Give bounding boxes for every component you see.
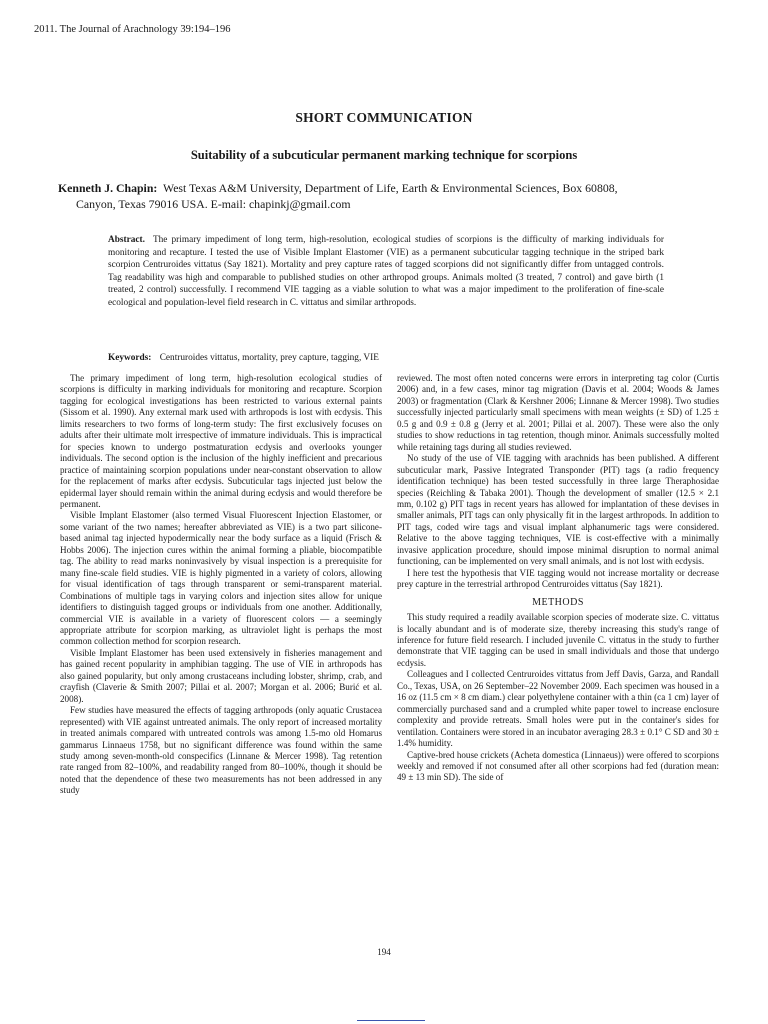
paragraph: No study of the use of VIE tagging with arachnids has been published. A different subcuticular mark, Passive Integrated Transponder (PIT) tags (a radio frequency identification technique) has been tested successfully in three large Theraphosidae species (Reichling & Tabaka 2001). Though the development of smaller (12.5 × 2.1 mm, 0.102 g) PIT tags in recent years has allowed for implantation of these devises in smaller animals, PIT tags can only physically fit in the largest arthropods. In addition to PIT tags, coded wire tags and visual implant alphanumeric tags were considered. Relative to the above tagging techniques, VIE is cost-effective with a minimally invasive application procedure, should impose minimal disruption to normal animal functioning, can be implemented on very small animals, and is not lost with ecdysis. [397, 453, 719, 567]
right-column [397, 373, 719, 784]
keywords-label: Keywords: [108, 353, 152, 363]
author-affiliation-line2: Canyon, Texas 79016 USA. E-mail: chapinkj@gmail.com [76, 197, 351, 211]
bottom-divider [357, 1020, 425, 1021]
left-column [60, 373, 382, 797]
page-number: 194 [377, 947, 391, 957]
article-title: Suitability of a subcuticular permanent marking technique for scorpions [190, 148, 578, 162]
paragraph: I here test the hypothesis that VIE tagging would not increase mortality or decrease prey capture in the terrestrial arthropod Centruroides vittatus (Say 1821). [397, 567, 719, 590]
paragraph: Few studies have measured the effects of tagging arthropods (only aquatic Crustacea represented) with VIE against untreated animals. The only report of increased mortality in treated animals compared with untreated controls was among 1.5-mo old Homarus gammarus Linnaeus 1758, but no significant difference was found within the same study among seven-month-old conspecifics (Linnane & Mercer 1998). Tag retention rate ranged from 82–100%, and readability ranged from 80–100%, though it should be noted that the dependence of these two measurements has not been addressed in any study [60, 705, 382, 796]
paragraph: Colleagues and I collected Centruroides vittatus from Jeff Davis, Garza, and Randall Co., Texas, USA, on 26 September–22 November 2009. Each specimen was housed in a 16 oz (11.5 cm × 8 cm diam.) clear polyethylene container with a thin (ca 1 cm) layer of commercially purchased sand and a crumpled white paper towel to increase enclosure complexity and provide retreats. Small holes were put in the container's sides for ventilation. Containers were stored in an incubator averaging 28.3 ± 0.1° C SD and 30 ± 1.4% humidity. [397, 669, 719, 749]
section-title: SHORT COMMUNICATION [295, 110, 473, 125]
keywords [108, 352, 664, 365]
abstract [108, 234, 664, 310]
author-block [58, 180, 736, 212]
paragraph: The primary impediment of long term, high-resolution ecological studies of scorpions is difficulty in marking individuals for monitoring and recapture. Scorpion tagging for ecological investigations has been restricted to various external paints (Sissom et al. 1990). Any external mark used with arthropods is lost with ecdysis. This limits researchers to two forms of long-term study: The first exclusively focuses on adults after their ultimate molt irrespective of immature individuals. This is impractical for species known to undergo postmaturation ecdysis and overlooks younger individuals. The second option is the inclusion of the highly inefficient and precarious practice of maintaining scorpion populations under near-constant observation to allow for the replacement of marks after ecdysis. Subcuticular tags injected just below the epidermal layer should remain within the animal during ecdysis and would therefore be permanent. [60, 373, 382, 509]
abstract-label: Abstract. [108, 235, 145, 245]
paragraph: Visible Implant Elastomer has been used extensively in fisheries management and has gained recent popularity in amphibian tagging. The use of VIE in arthropods has also gained popularity, but only among crustaceans including lobster, shrimp, crab, and crayfish (Claverie & Smith 2007; Pillai et al. 2007; Morgan et al. 2006; Burić et al. 2008). [60, 647, 382, 704]
paragraph: Captive-bred house crickets (Acheta domestica (Linnaeus)) were offered to scorpions weekly and removed if not consumed after all other scorpions had fed (duration mean: 49 ± 13 min SD). The side of [397, 749, 719, 783]
paragraph: This study required a readily available scorpion species of moderate size. C. vittatus is locally abundant and is of moderate size, thereby increasing this study's range of inference for future field research. I included juvenile C. vittatus in the study to further demonstrate that VIE tagging can be used in small individuals and those that undergo ecdysis. [397, 612, 719, 668]
abstract-text: The primary impediment of long term, high-resolution, ecological studies of scorpions is the difficulty of marking individuals for monitoring and recapture. I tested the use of Visible Implant Elastomer (VIE) as a permanent subcuticular tagging technique in the striped bark scorpion Centruroides vittatus (Say 1821). Mortality and prey capture rates of tagged scorpions did not significantly differ from untagged controls. Tag readability was high and comparable to published studies on other arthropod groups. Animals molted (3 treated, 7 control) and gave birth (1 treated, 2 control) successfully. I recommend VIE tagging as a viable solution to what was a major impediment to the proliferation of fine-scale ecological and population-level field research in C. vittatus and similar arthropods. [108, 235, 664, 308]
running-head: 2011. The Journal of Arachnology 39:194–196 [34, 24, 231, 35]
author-affiliation-line1: West Texas A&M University, Department of Life, Earth & Environmental Sciences, Box 60808, [163, 181, 618, 195]
methods-heading: METHODS [532, 596, 584, 608]
keywords-list: Centruroides vittatus, mortality, prey capture, tagging, VIE [159, 353, 379, 363]
author-name: Kenneth J. Chapin: [58, 181, 158, 195]
paragraph: reviewed. The most often noted concerns were errors in interpreting tag color (Curtis 2006) and, in a few cases, minor tag migration (Davis et al. 2004; Woods & James 2003) or fragmentation (Clark & Kershner 2006; Linnane & Mercer 1998). Two studies successfully injected particularly small specimens with mean weights (± SD) of 1.25 ± 0.5 g and 0.9 ± 0.8 g (Jerry et al. 2001; Pillai et al. 2007). These were also the only studies to show reductions in tag retention, though minor. Animals successfully molted while retaining tags during all studies reviewed. [397, 373, 719, 452]
paragraph: Visible Implant Elastomer (also termed Visual Fluorescent Injection Elastomer, or some variant of the two names; hereafter abbreviated as VIE) is a two part silicone-based animal tag injected hypodermically near the body surface as a liquid (Frisch & Hobbs 2006). The injection cures within the animal forming a pliable, biocompatible tag. The ability to read marks noninvasively by visual inspection is a prerequisite for many fine-scale field studies. VIE is highly pigmented in a variety of colors, allowing for visual identification of tags through transparent or semi-transparent material. Combinations of multiple tags in varying colors and injection sites allow for unique identifiers to distinguish tagged groups or individuals from one another. Additionally, commercial VIE is available in a variety of fluorescent colors — a seemingly appropriate attribute for scorpion marking, as ultraviolet light is perhaps the most common collection method for scorpion research. [60, 510, 382, 647]
